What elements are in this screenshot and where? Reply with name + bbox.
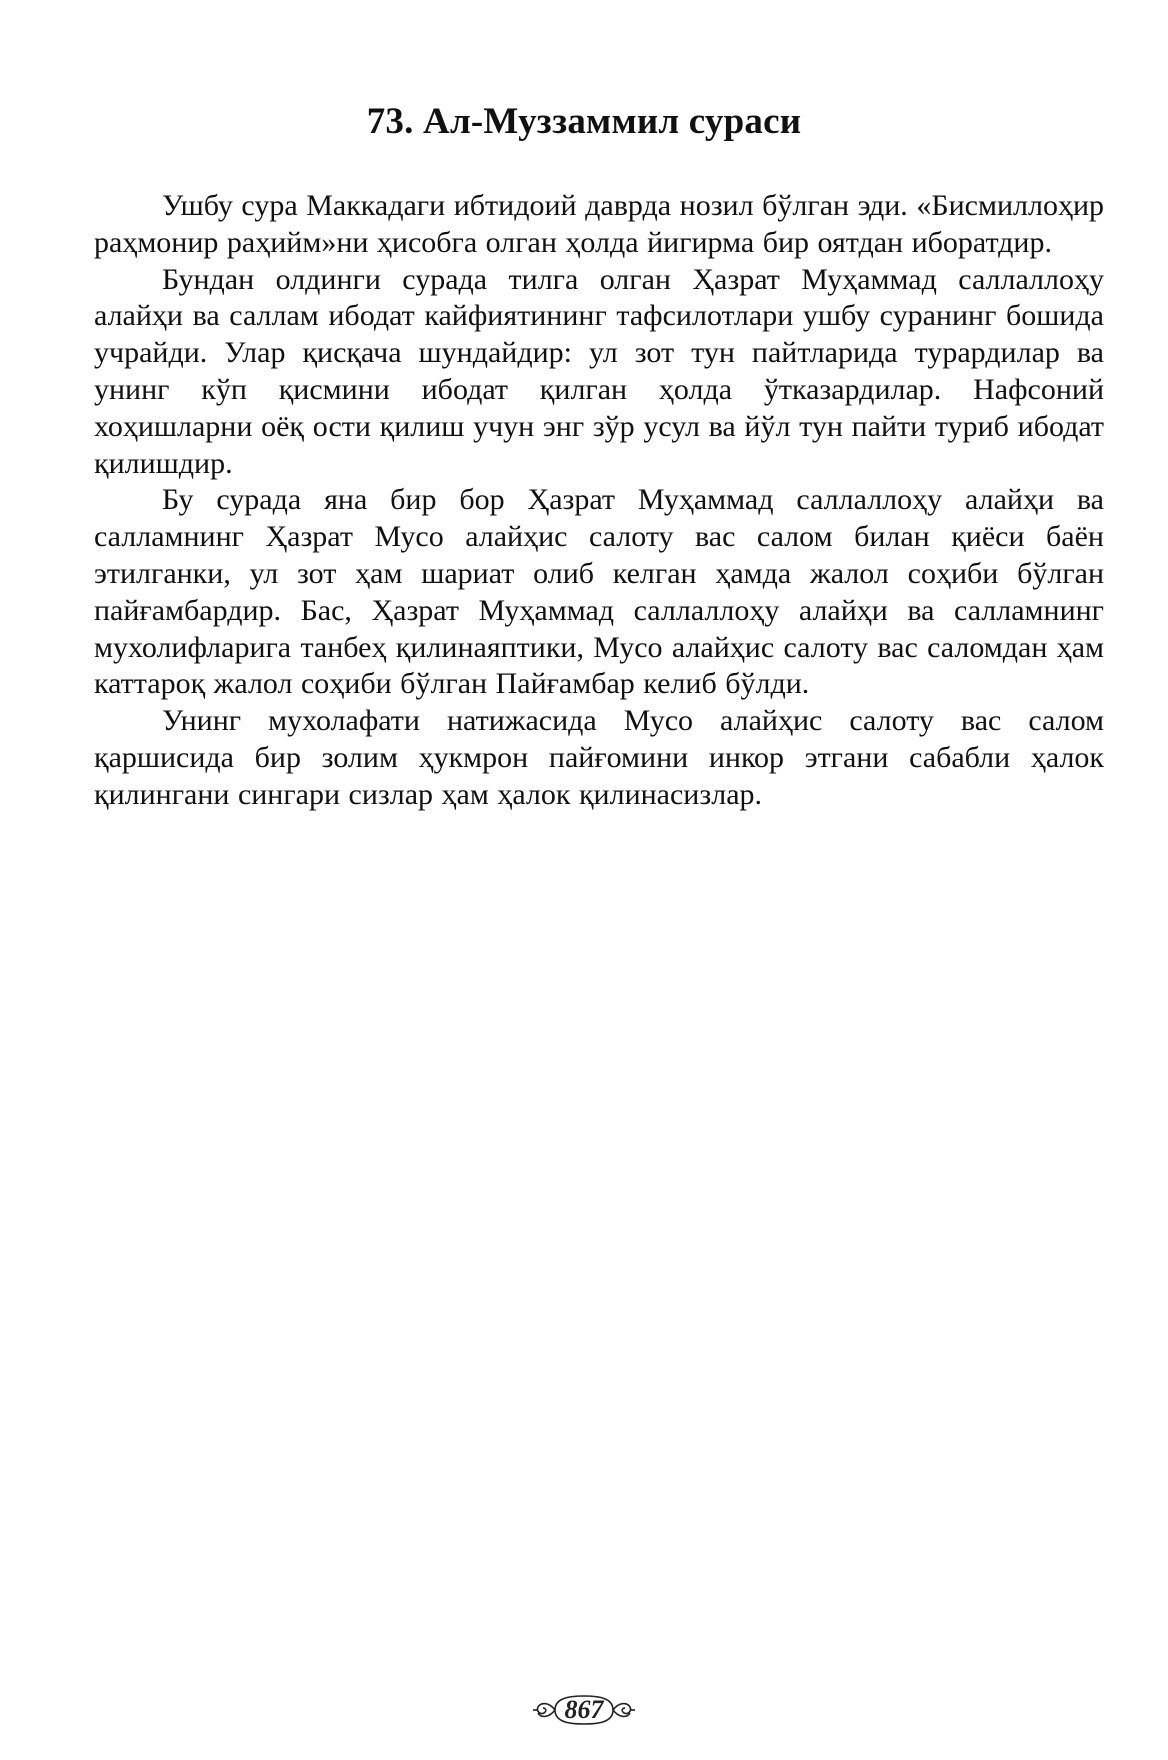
paragraph-2: Бундан олдинги сурада тилга олган Ҳазрат Муҳаммад саллаллоҳу алайҳи ва саллам ибодат кайфиятининг тафсилотлари ушбу суранинг бошида учрайди. Улар қисқача шундайдир: ул зот тун пайтларида турардилар ва унинг кўп қисмини ибодат қилган ҳолда ўтказардилар. Нафсоний хоҳишларни оёқ ости қилиш учун энг зўр усул ва йўл тун пайти туриб ибодат қилишдир. bbox=[94, 262, 1104, 480]
page-title: 73. Ал-Муззаммил сураси bbox=[366, 101, 802, 142]
page-number-ornament bbox=[529, 1690, 639, 1730]
page-number: 867 bbox=[564, 1695, 604, 1724]
paragraph-1: Ушбу сура Маккадаги ибтидоий даврда нозил бўлган эди. «Бисмиллоҳир раҳмонир раҳийм»ни ҳисобга олган ҳолда йигирма бир оятдан иборатдир. bbox=[94, 189, 1104, 259]
paragraph-4: Унинг мухолафати натижасида Мусо алайҳис салоту вас салом қаршисида бир золим ҳукмрон пайғомини инкор этгани сабабли ҳалок қилингани сингари сизлар ҳам ҳалок қилинасизлар. bbox=[94, 704, 1104, 811]
page-footer bbox=[0, 1688, 1168, 1732]
body-text bbox=[94, 188, 1104, 814]
paragraph-3: Бу сурада яна бир бор Ҳазрат Муҳаммад саллаллоҳу алайҳи ва салламнинг Ҳазрат Мусо алайҳис салоту вас салом билан қиёси баён этилганки, ул зот ҳам шариат олиб келган ҳамда жалол соҳиби бўлган пайғамбардир. Бас, Ҳазрат Муҳаммад саллаллоҳу алайҳи ва салламнинг мухолифларига танбеҳ қилинаяптики, Мусо алайҳис салоту вас саломдан ҳам каттароқ жалол соҳиби бўлган Пайғамбар келиб бўлди. bbox=[94, 483, 1104, 701]
